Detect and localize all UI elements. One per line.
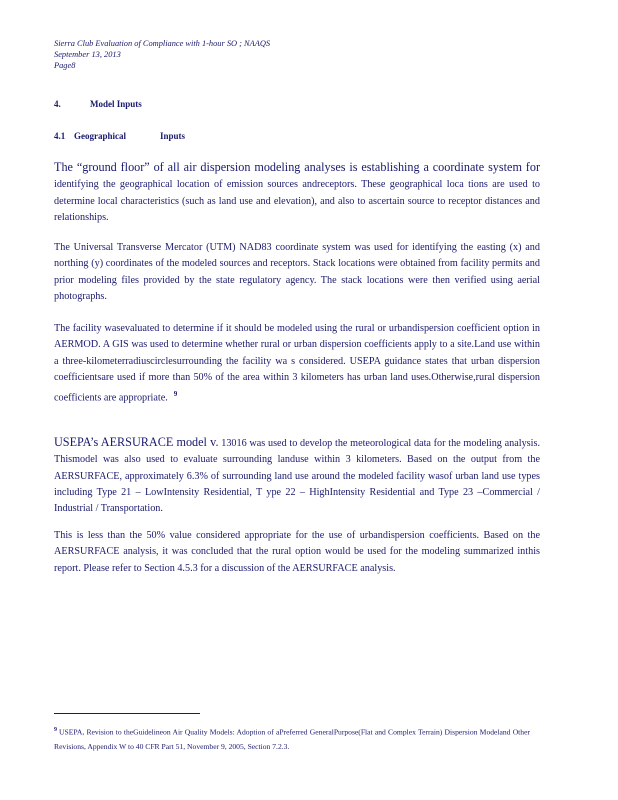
section-4-1-number: 4.1 [54, 131, 66, 141]
paragraph-4-lead: USEPA’s AERSURACE model v. [54, 435, 219, 449]
section-4-1-title-a: Geographical [74, 131, 126, 141]
paragraph-1 [54, 159, 540, 226]
section-4-1-heading [54, 131, 185, 141]
header-date: September 13, 2013 [54, 50, 121, 59]
paragraph-1-body: identifying the geographical location of emission sources andreceptors. These geographical loca tions are used to determine local characteristics (such as land use and elevation), and also to ascertain source to receptor distances and relationships. [54, 179, 540, 223]
footnote-reference: 9 [173, 390, 178, 399]
section-4-title: Model Inputs [90, 99, 142, 109]
header-page-number: Page8 [54, 61, 76, 70]
paragraph-4 [54, 434, 540, 517]
footnote [54, 723, 530, 754]
footnote-mark: 9 [54, 727, 57, 733]
paragraph-4-body: 13016 was used to develop the meteorological data for the modeling analysis. Thismodel was also used to evaluate surrounding landuse within 3 kilometers. Based on the output from the AERSURFACE, approximately 6.3% of surrounding land use around the modeled facility wasof urban land use types including Type 21 – LowIntensity Residential, T ype 22 – HighIntensity Residential and Type 23 –Commercial / Industrial / Transportation. [54, 438, 540, 515]
paragraph-1-lead: The “ground floor” of all air dispersion modeling analyses is establishing a coordinate system for [54, 160, 540, 174]
section-4-heading [54, 99, 142, 109]
page-header [54, 38, 270, 71]
footnote-divider [54, 713, 200, 714]
header-title: Sierra Club Evaluation of Compliance with 1-hour SO ; NAAQS [54, 39, 271, 48]
footnote-text: USEPA, Revision to theGuidelineon Air Quality Models: Adoption of aPreferred GeneralPurpose(Flat and Complex Terrain) Dispersion Modeland Other Revisions, Appendix W to 40 CFR Part 51, November 9, 2005, Section 7.2.3. [54, 727, 530, 751]
paragraph-5: This is less than the 50% value considered appropriate for the use of urbandispersion coefficients. Based on the AERSURFACE analysis, it was concluded that the rural option would be used for the modeling summarized inthis report. Please refer to Section 4.5.3 for a discussion of the AERSURFACE analysis. [54, 530, 540, 574]
section-4-1-title-b: Inputs [160, 131, 186, 141]
paragraph-3 [54, 321, 540, 407]
paragraph-2: The Universal Transverse Mercator (UTM) NAD83 coordinate system was used for identifying the easting (x) and northing (y) coordinates of the modeled sources and receptors. Stack locations were obtained from facility permits and prior modeling files provided by the state regulatory agency. The stack locations were then verified using aerial photographs. [54, 242, 540, 302]
paragraph-3-body: The facility wasevaluated to determine if it should be modeled using the rural or urbandispersion coefficient option in AERMOD. A GIS was used to determine whether rural or urban dispersion coefficients apply to a site.Land use within a three-kilometerradiuscirclesurrounding the facility wa s considered. USEPA guidance states that urban dispersion coefficientsare used if more than 50% of the area within 3 kilometers has urban land uses.Otherwise,rural dispersion coefficients are appropriate. [54, 323, 540, 404]
section-4-number: 4. [54, 99, 61, 109]
